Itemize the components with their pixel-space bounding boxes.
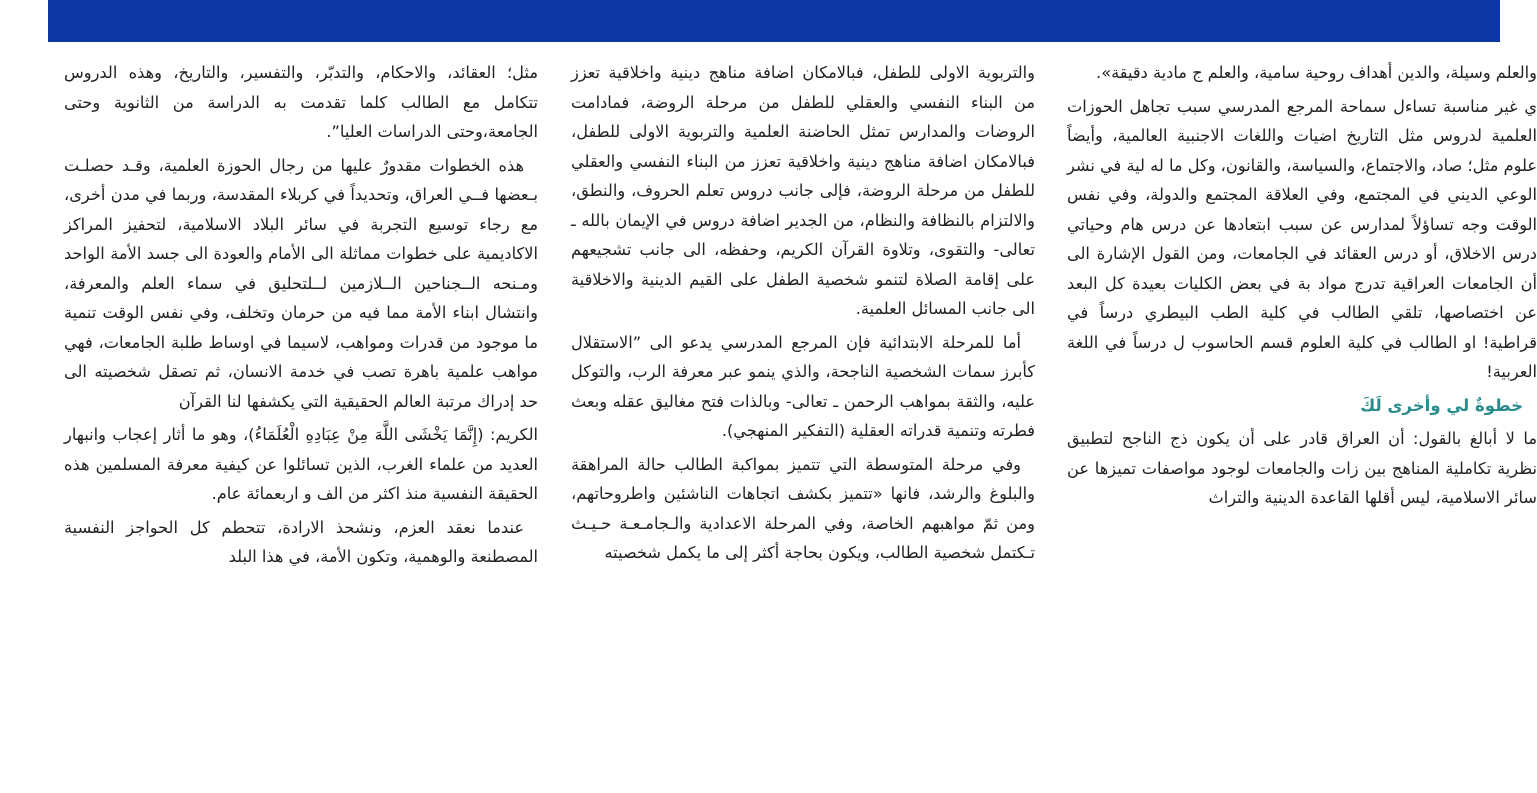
article-column-middle [571,58,1035,793]
header-bar [48,0,1500,42]
paragraph: عندما نعقد العزم، ونشحذ الارادة، تتحطم كل الحواجز النفسية المصطنعة والوهمية، وتكون الأمة، في هذا البلد [64,517,538,566]
paragraph: والعلم وسيلة، والدين أهداف روحية سامية، والعلم ج مادية دقيقة». [1096,63,1537,82]
paragraph: هذه الخطوات مقدورٌ عليها من رجال الحوزة العلمية، وقـد حصلـت بـعضها فــي العراق، وتحديداً في كربلاء المقدسة، وربما في مدن أخرى، مع رجاء توسيع التجربة في سائر البلاد الاسلامية، لتحفيز المراكز الاكاديمية على خطوات مماثلة الى الأمام والعودة الى جسد الأمة الواحد ومـنحه الــجناحين الــلازمين لــلتحليق في سماء العلم والمعرفة، وانتشال ابناء الأمة مما فيه من حرمان وتخلف، وفي نفس الوقت تنمية ما موجود من قدرات ومواهب، لاسيما في اوساط طلبة الجامعات، فهي مواهب علمية باهرة تصب في خدمة الانسان، ثم تصقل شخصيته الى حد إدراك مرتبة العالم الحقيقية التي يكشفها لنا القرآن [64,155,538,411]
paragraph: ي غير مناسبة تساءل سماحة المرجع المدرسي سبب تجاهل الحوزات العلمية لدروس مثل التاريخ اضيات واللغات الاجنبية العالمية، وأيضاً علوم مثل؛ صاد، والاجتماع، والسياسة، والقانون، وكل ما له لية في نشر الوعي الديني في المجتمع، وفي العلاقة المجتمع والدولة، وفي نفس الوقت وجه تساؤلاً لمدارس عن سبب ابتعادها عن درس هام وحياتي درس الاخلاق، أو درس العقائد في الجامعات، ومن القول الإشارة الى أن الجامعات العراقية تدرج مواد بة في بعض الكليات بعيدة كل البعد عن اختصاصها، تلقي الطالب في كلية الطب البيطري درساً في قراطية! او الطالب في كلية العلوم قسم الحاسوب ل درساً في اللغة العربية! [1067,96,1537,381]
section-heading: خطوةٌ لي وأخرى لَكَ [1360,395,1523,415]
paragraph: والتربوية الاولى للطفل، فبالامكان اضافة مناهج دينية واخلاقية تعزز من البناء النفسي والعقلي للطفل من مرحلة الروضة، فمادامت الروضات والمدارس تمثل الحاضنة العلمية والتربوية الاولى للطفل، فبالامكان اضافة مناهج دينية واخلاقية تعزز من البناء النفسي والعقلي للطفل من مرحلة الروضة، فإلى جانب دروس تعلم الحروف، والنطق، والالتزام بالنظافة والنظام، من الجدير اضافة دروس في الإيمان بالله ـ تعالى- والتقوى، وتلاوة القرآن الكريم، وحفظه، الى جانب تشجيعهم على إقامة الصلاة لتنمو شخصية الطفل على القيم الدينية والاخلاقية الى جانب المسائل العلمية. [571,63,1035,318]
article-column-left [64,58,538,793]
paragraph: مثل؛ العقائد، والاحكام، والتدبّر، والتفسير، والتاريخ، وهذه الدروس تتكامل مع الطالب كلما تقدمت به الدراسة من الثانوية وحتى الجامعة،وحتى الدراسات العليا”. [64,63,538,141]
paragraph: أما للمرحلة الابتدائية فإن المرجع المدرسي يدعو الى ”الاستقلال كأبرز سمات الشخصية الناجحة، والذي ينمو عبر معرفة الرب، والتوكل عليه، والثقة بمواهب الرحمن ـ تعالى- وبالذات فتح مغاليق عقله وبعث فطرته وتنمية قدراته العقلية (التفكير المنهجي). [571,332,1035,440]
paragraph: ما لا أبالغ بالقول: أن العراق قادر على أن يكون ذج الناجح لتطبيق نظرية تكاملية المناهج بين زات والجامعات لوجود مواصفات تميزها عن سائر الاسلامية، ليس أقلها القاعدة الدينية والتراث [1067,429,1537,507]
article-column-right [1067,58,1537,793]
paragraph: الكريم: (إِنَّمَا يَخْشَى اللَّهَ مِنْ عِبَادِهِ الْعُلَمَاءُ)، وهو ما أثار إعجاب وانبهار العديد من علماء الغرب، الذين تسائلوا عن كيفية معرفة المسلمين هذه الحقيقة النفسية منذ اكثر من الف و اربعمائة عام. [64,425,538,503]
paragraph: وفي مرحلة المتوسطة التي تتميز بمواكبة الطالب حالة المراهقة والبلوغ والرشد، فانها «تتميز بكشف اتجاهات الناشئين واطروحاتهم، ومن ثمّ مواهبهم الخاصة، وفي المرحلة الاعدادية والـجامـعـة حـيـث تـكتمل شخصية الطالب، ويكون بحاجة أكثر إلى ما يكمل شخصيته [571,454,1035,562]
